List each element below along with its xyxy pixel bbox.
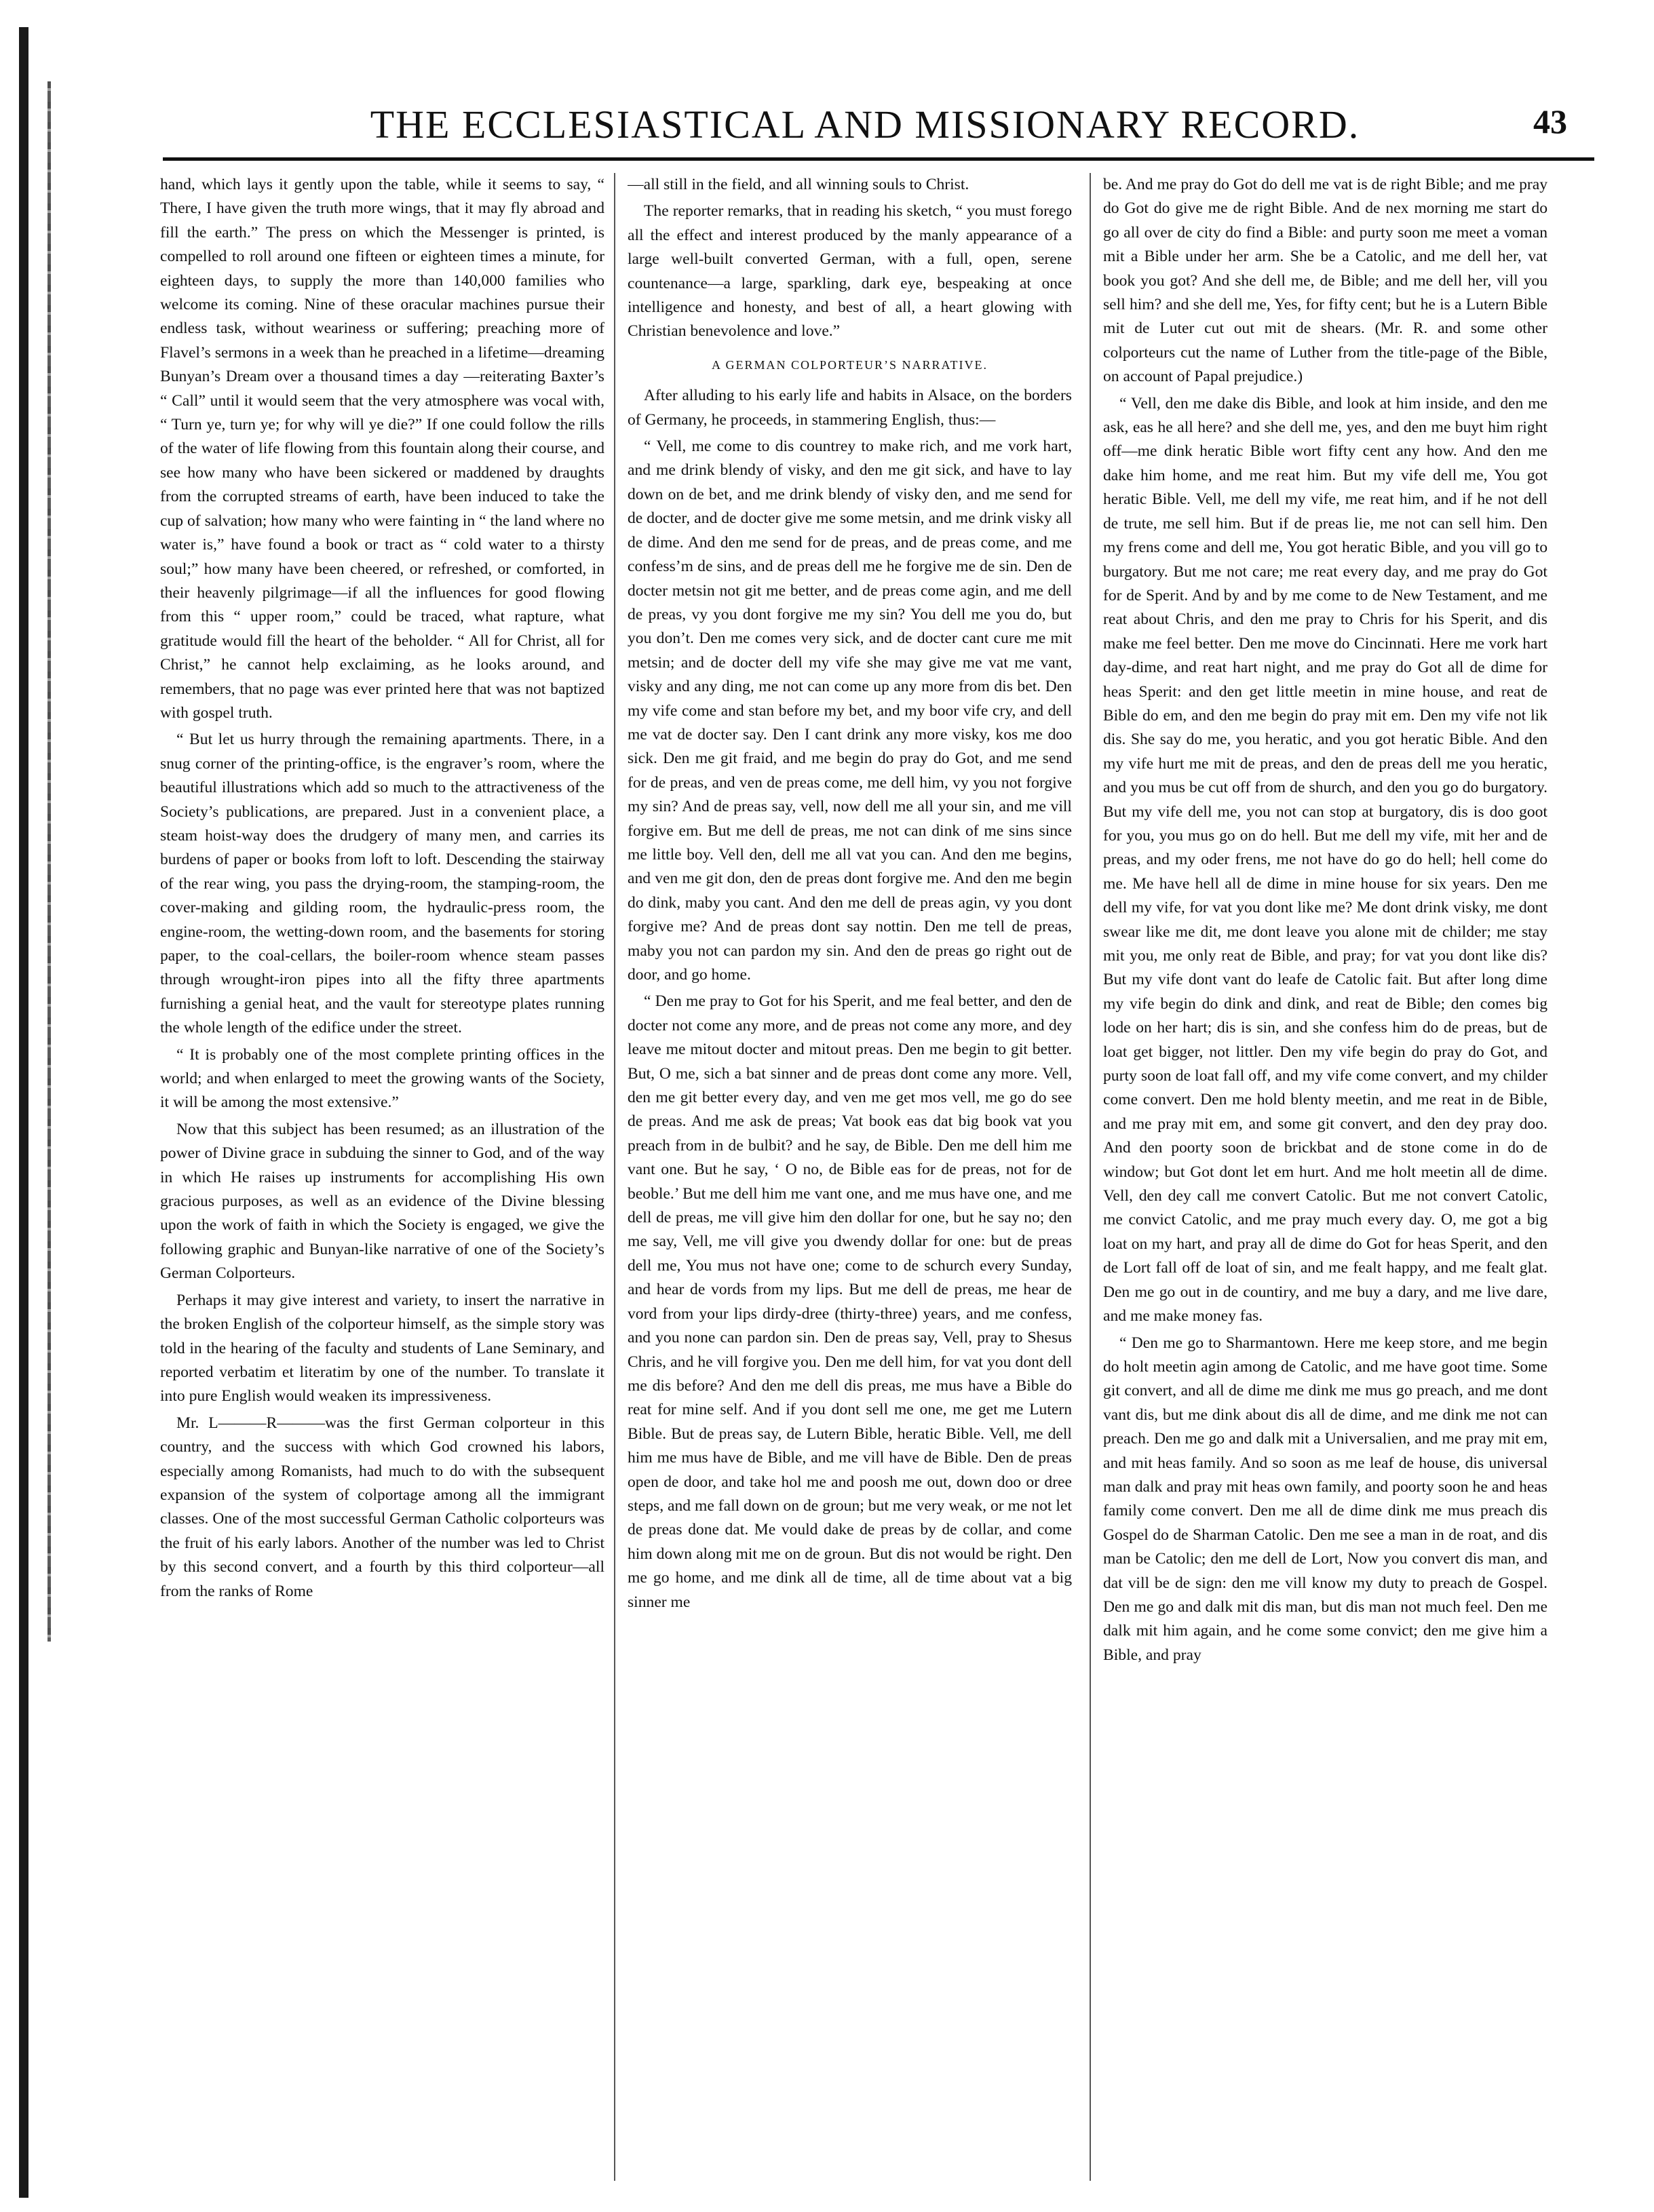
paragraph: Perhaps it may give interest and variety, to insert the narrative in the broken English of the colporteur himself, as the simple story was told in the hearing of the faculty and students of Lane Seminary, and reported verbatim et literatim by one of the number. To translate it into pure English would weaken its impressiveness.: [160, 1291, 604, 1405]
header-rule: [163, 157, 1594, 161]
paragraph: —all still in the field, and all winning souls to Christ.: [628, 176, 969, 193]
page-number: 43: [1533, 102, 1567, 140]
column-middle: [628, 173, 1072, 2181]
paragraph: “ Vell, me come to dis countrey to make rich, and me vork hart, and me drink blendy of visky, and den me git sick, and have to lay down on de bet, and me drink blendy of visky den, and me send for de docter, and de docter give me some metsin, and me drink visky all de dime. And den me send for de preas, and de preas come, and me confess’m de sins, and de preas dell me he forgive me de sin. Den de docter metsin not git me better, and de preas come agin, and me dell de preas, vy you dont forgive me my sin? You dell me you do, but you don’t. Den me comes very sick, and de docter cant cure me mit metsin; and de docter dell my vife she may give me vat me vant, visky and any ding, me not can come up any more from dis bet. Den my vife come and stan before my bet, and my boor vife cry, and dell me vat de docter say. Den I cant drink any more visky, kos me doo sick. Den me git fraid, and me begin do pray do Got, and me send for de preas, and ven de preas come, me dell him, vy you not forgive my sin? And de preas say, vell, now dell me all your sin, and me vill forgive em. But me dell de preas, me not can dink of me sins since me little boy. Vell den, dell me all vat you can. And den me begins, and ven me git don, den de preas dont forgive me. And den me begin do dink, maby you cant. And den me dell de preas agin, vy you dont forgive me? And de preas dont say nottin. Den me tell de preas, maby you not can pardon my sin. And den de preas go right out de door, and go home.: [628, 438, 1072, 984]
paragraph: “ It is probably one of the most complete printing offices in the world; and when enlarged to meet the growing wants of the Society, it will be among the most extensive.”: [160, 1045, 604, 1112]
paragraph: The reporter remarks, that in reading his sketch, “ you must forego all the effect and interest produced by the manly appearance of a large well-built converted German, with a full, open, serene countenance—a large, sparkling, dark eye, bespeaking at once intelligence and honesty, and best of all, a heart glowing with Christian benevolence and love.”: [628, 202, 1072, 341]
paragraph: Now that this subject has been resumed; as an illustration of the power of Divine grace in subduing the sinner to God, and of the way in which He raises up instruments for accomplishing His own gracious purposes, as well as an evidence of the Divine blessing upon the work of faith in which the Society is engaged, we give the following graphic and Bunyan-like narrative of one of the Society’s German Colporteurs.: [160, 1120, 604, 1283]
page-header: [163, 102, 1567, 156]
column-right: [1103, 173, 1547, 2181]
paragraph: “ Vell, den me dake dis Bible, and look at him inside, and den me ask, eas he all here? and she dell me, yes, and den me buyt him right off—me dink heratic Bible wort fifty cent any how. And den me dake him home, and me reat him. But my vife dell me, You got heratic Bible. Vell, me dell my vife, me reat him, and if he not dell de trute, me sell him. But if de preas lie, me not can sell him. Den my frens come and dell me, You got heratic Bible, and you vill go to burgatory. But me not care; me reat every day, and me pray do Got for de Sperit. And by and by me come to de New Testament, and me reat about Chris, and den me pray to Chris for his Sperit, and dis make me feel better. Den me move do Cincinnati. Here me vork hart day-dime, and reat hart night, and me pray do Got all de dime for heas Sperit: and den get little meetin in mine house, and reat de Bible do em, and den me begin do pray mit em. Den my vife not lik dis. She say do me, you heratic, and you got heratic Bible. And den my vife hurt me mit de preas, and den de preas dell me you heratic, and you mus be cut off from de shurch, and den you go do burgatory. But my vife dell me, you not can stop at burgatory, dis is doo goot for you, you mus go on do hell. But me dell my vife, mit her and de preas, and my oder frens, me not have do go do hell; hell come do me. Me have hell all de dime in mine house for six years. Den me dell my vife, for vat you dont like me? Me dont drink visky, me dont swear like me dit, me dont leave you alone mit de childer; me stay mit you, me only reat de Bible, and pray; for vat you dont like dis? But my vife dont vant do leafe de Catolic fait. But after long dime my vife begin do dink and dink, and reat de Bible; den comes big lode on her hart; dis is sin, and she confess him do de preas, but de loat get bigger, not littler. Den my vife begin do pray do Got, and purty soon de loat fall off, and my vife come convert, and my childer come convert. Den me hold blenty meetin, and me reat in de Bible, and me pray mit em, and some git convert, and den dey pray doo. And den poorty soon de brickbat and de stone come in do de window; but Got dont let em hurt. And me holt meetin all de dime. Vell, den dey call me convert Catolic. But me not convert Catolic, me convict Catolic, and me pray much every day. O, me got a big loat on my hart, and pray all de dime do Got for heas Sperit, and den de Lort fall off de loat of sin, and me fealt happy, and me fealt glat. Den me go out in de countiry, and me buy a dary, and me live dare, and me make money fas.: [1103, 394, 1547, 1325]
journal-title: THE ECCLESIASTICAL AND MISSIONARY RECORD.: [370, 102, 1360, 147]
paragraph: “ Den me go to Sharmantown. Here me keep store, and me begin do holt meetin agin among de Catolic, and me have goot time. Some git convert, and all de dime me dink me mus go preach, and me dont vant dis, but me dink about dis all de dime, and me dink me not can preach. Den me go and dalk mit a Universalien, and me pray mit em, and mit heas family. And so soon as me leaf de house, dis universal man dalk and pray mit heas own family, and poorty soon he and heas family come convert. Den me all de dime dink me mus preach dis Gospel do de Sharman Catolic. Den me see a man in de roat, and dis man be Catolic; den me dell de Lort, Now you convert dis man, and dat vill be de sign: den me vill know my duty to preach de Gospel. Den me go and dalk mit dis man, but dis man not much feel. Den me dalk mit him again, and he come some convict; den me give him a Bible, and pray: [1103, 1334, 1547, 1664]
paragraph: hand, which lays it gently upon the table, while it seems to say, “ There, I have given the truth more wings, that it may fly abroad and fill the earth.” The press on which the Messenger is printed, is compelled to roll around one fifteen or eighteen times a minute, for eighteen days, to supply the more than 140,000 families who welcome its coming. Nine of these oracular machines pursue their endless task, without weariness or suffering; preaching more of Flavel’s sermons in a week than he preached in a lifetime—dreaming Bunyan’s Dream over a thousand times a day —reiterating Baxter’s “ Call” until it would seem that the very atmosphere was vocal with, “ Turn ye, turn ye; for why will ye die?” If one could follow the rills of the water of life flowing from this fountain along their course, and see how many who have been sickered or maddened by draughts from the corrupted streams of earth, have been induced to take the cup of salvation; how many who were fainting in “ the land where no water is,” have found a book or tract as “ cold water to a thirsty soul;” how many have been cheered, or refreshed, or comforted, in their heavenly pilgrimage—if all the influences for good flowing from this “ upper room,” could be traced, what rapture, what gratitude would fill the heart of the beholder. “ All for Christ, all for Christ,” he cannot help exclaiming, as he looks around, and remembers, that no page was ever printed here that was not baptized with gospel truth.: [160, 176, 604, 722]
column-divider: [614, 173, 615, 2181]
section-heading: A GERMAN COLPORTEUR’S NARRATIVE.: [712, 357, 988, 372]
paragraph: After alluding to his early life and habits in Alsace, on the borders of Germany, he proceeds, in stammering English, thus:—: [628, 387, 1072, 429]
paragraph: “ Den me pray to Got for his Sperit, and me feal better, and den de docter not come any more, and de preas not come any more, and dey leave me mitout docter and mitout preas. Den me begin to git better. But, O me, sich a bat sinner and de preas dont come any more. Vell, den me git better every day, and ven me get mos vell, me go do see de preas. And me ask de preas; Vat book eas dat big book vat you preach from in de bulbit? and he say, de Bible. Den me dell him me vant one. But he say, ‘ O no, de Bible eas for de preas, not for de beoble.’ But me dell him me vant one, and me mus have one, and me dell de preas, me vill give him den dollar for one, but he say no; den me say, Vell, me vill give you dwendy dollar for one: but de preas dell me, You mus not have one; come to de schurch every Sunday, and hear de vords from my lips. But me dell de preas, me hear de vord from your lips dirdy-dree (thirty-three) years, and me confess, and you none can pardon sin. Den de preas say, Vell, pray to Shesus Chris, and he vill forgive you. Den me dell him, for vat you dont dell me dis before? And den me dell dis preas, me mus have a Bible do reat for mine self. And if you dont sell me one, me get me Lutern Bible. But de preas say, de Lutern Bible, heratic Bible. Vell, me dell him me mus have de Bible, and me vill have de Bible. Den de preas open de door, and take hol me and poosh me out, down doo or dree steps, and me fall down on de groun; but me very weak, or me not let de preas done dat. Me vould dake de preas by de collar, and come him down along mit me on de groun. But dis not would be right. Den me go home, and me dink all de time, all de time about vat a big sinner me: [628, 992, 1072, 1611]
paragraph: Mr. L———R———was the first German colporteur in this country, and the success with which God crowned his labors, especially among Romanists, had much to do with the subsequent expansion of the system of colportage among all the immigrant classes. One of the most successful German Catholic colporteurs was the fruit of his early labors. Another of the number was led to Christ by this second convert, and a fourth by this third colporteur—all from the ranks of Rome: [160, 1414, 604, 1600]
binding-stitching: [47, 81, 51, 1642]
paragraph: “ But let us hurry through the remaining apartments. There, in a snug corner of the printing-office, is the engraver’s room, where the beautiful illustrations which add so much to the attractiveness of the Society’s publications, are prepared. Just in a convenient place, a steam hoist-way does the drudgery of many men, and carries its burdens of paper or books from loft to loft. Descending the stairway of the rear wing, you pass the drying-room, the stamping-room, the cover-making and gilding room, the hydraulic-press room, the engine-room, the wetting-down room, and the basements for storing paper, to the coal-cellars, the boiler-room whence steam passes through wrought-iron pipes into all the fifty three apartments furnishing a genial heat, and the vault for stereotype plates running the whole length of the edifice under the street.: [160, 731, 604, 1037]
column-divider: [1090, 173, 1091, 2181]
column-left: [160, 173, 604, 2181]
paragraph: be. And me pray do Got do dell me vat is de right Bible; and me pray do Got do give me de right Bible. And de nex morning me start do go all over de city do find a Bible: and purty soon me meet a voman mit a Bible under her arm. She be a Catolic, and me dell her, vat book you got? And she dell me, de Bible; and me dell her, vill you sell him? and she dell me, Yes, for fifty cent; but he is a Lutern Bible mit de Luter cut out mit de shears. (Mr. R. and some other colporteurs cut the name of Luther from the title-page of the Bible, on account of Papal prejudice.): [1103, 176, 1547, 386]
page-binding-edge: [19, 27, 28, 2198]
